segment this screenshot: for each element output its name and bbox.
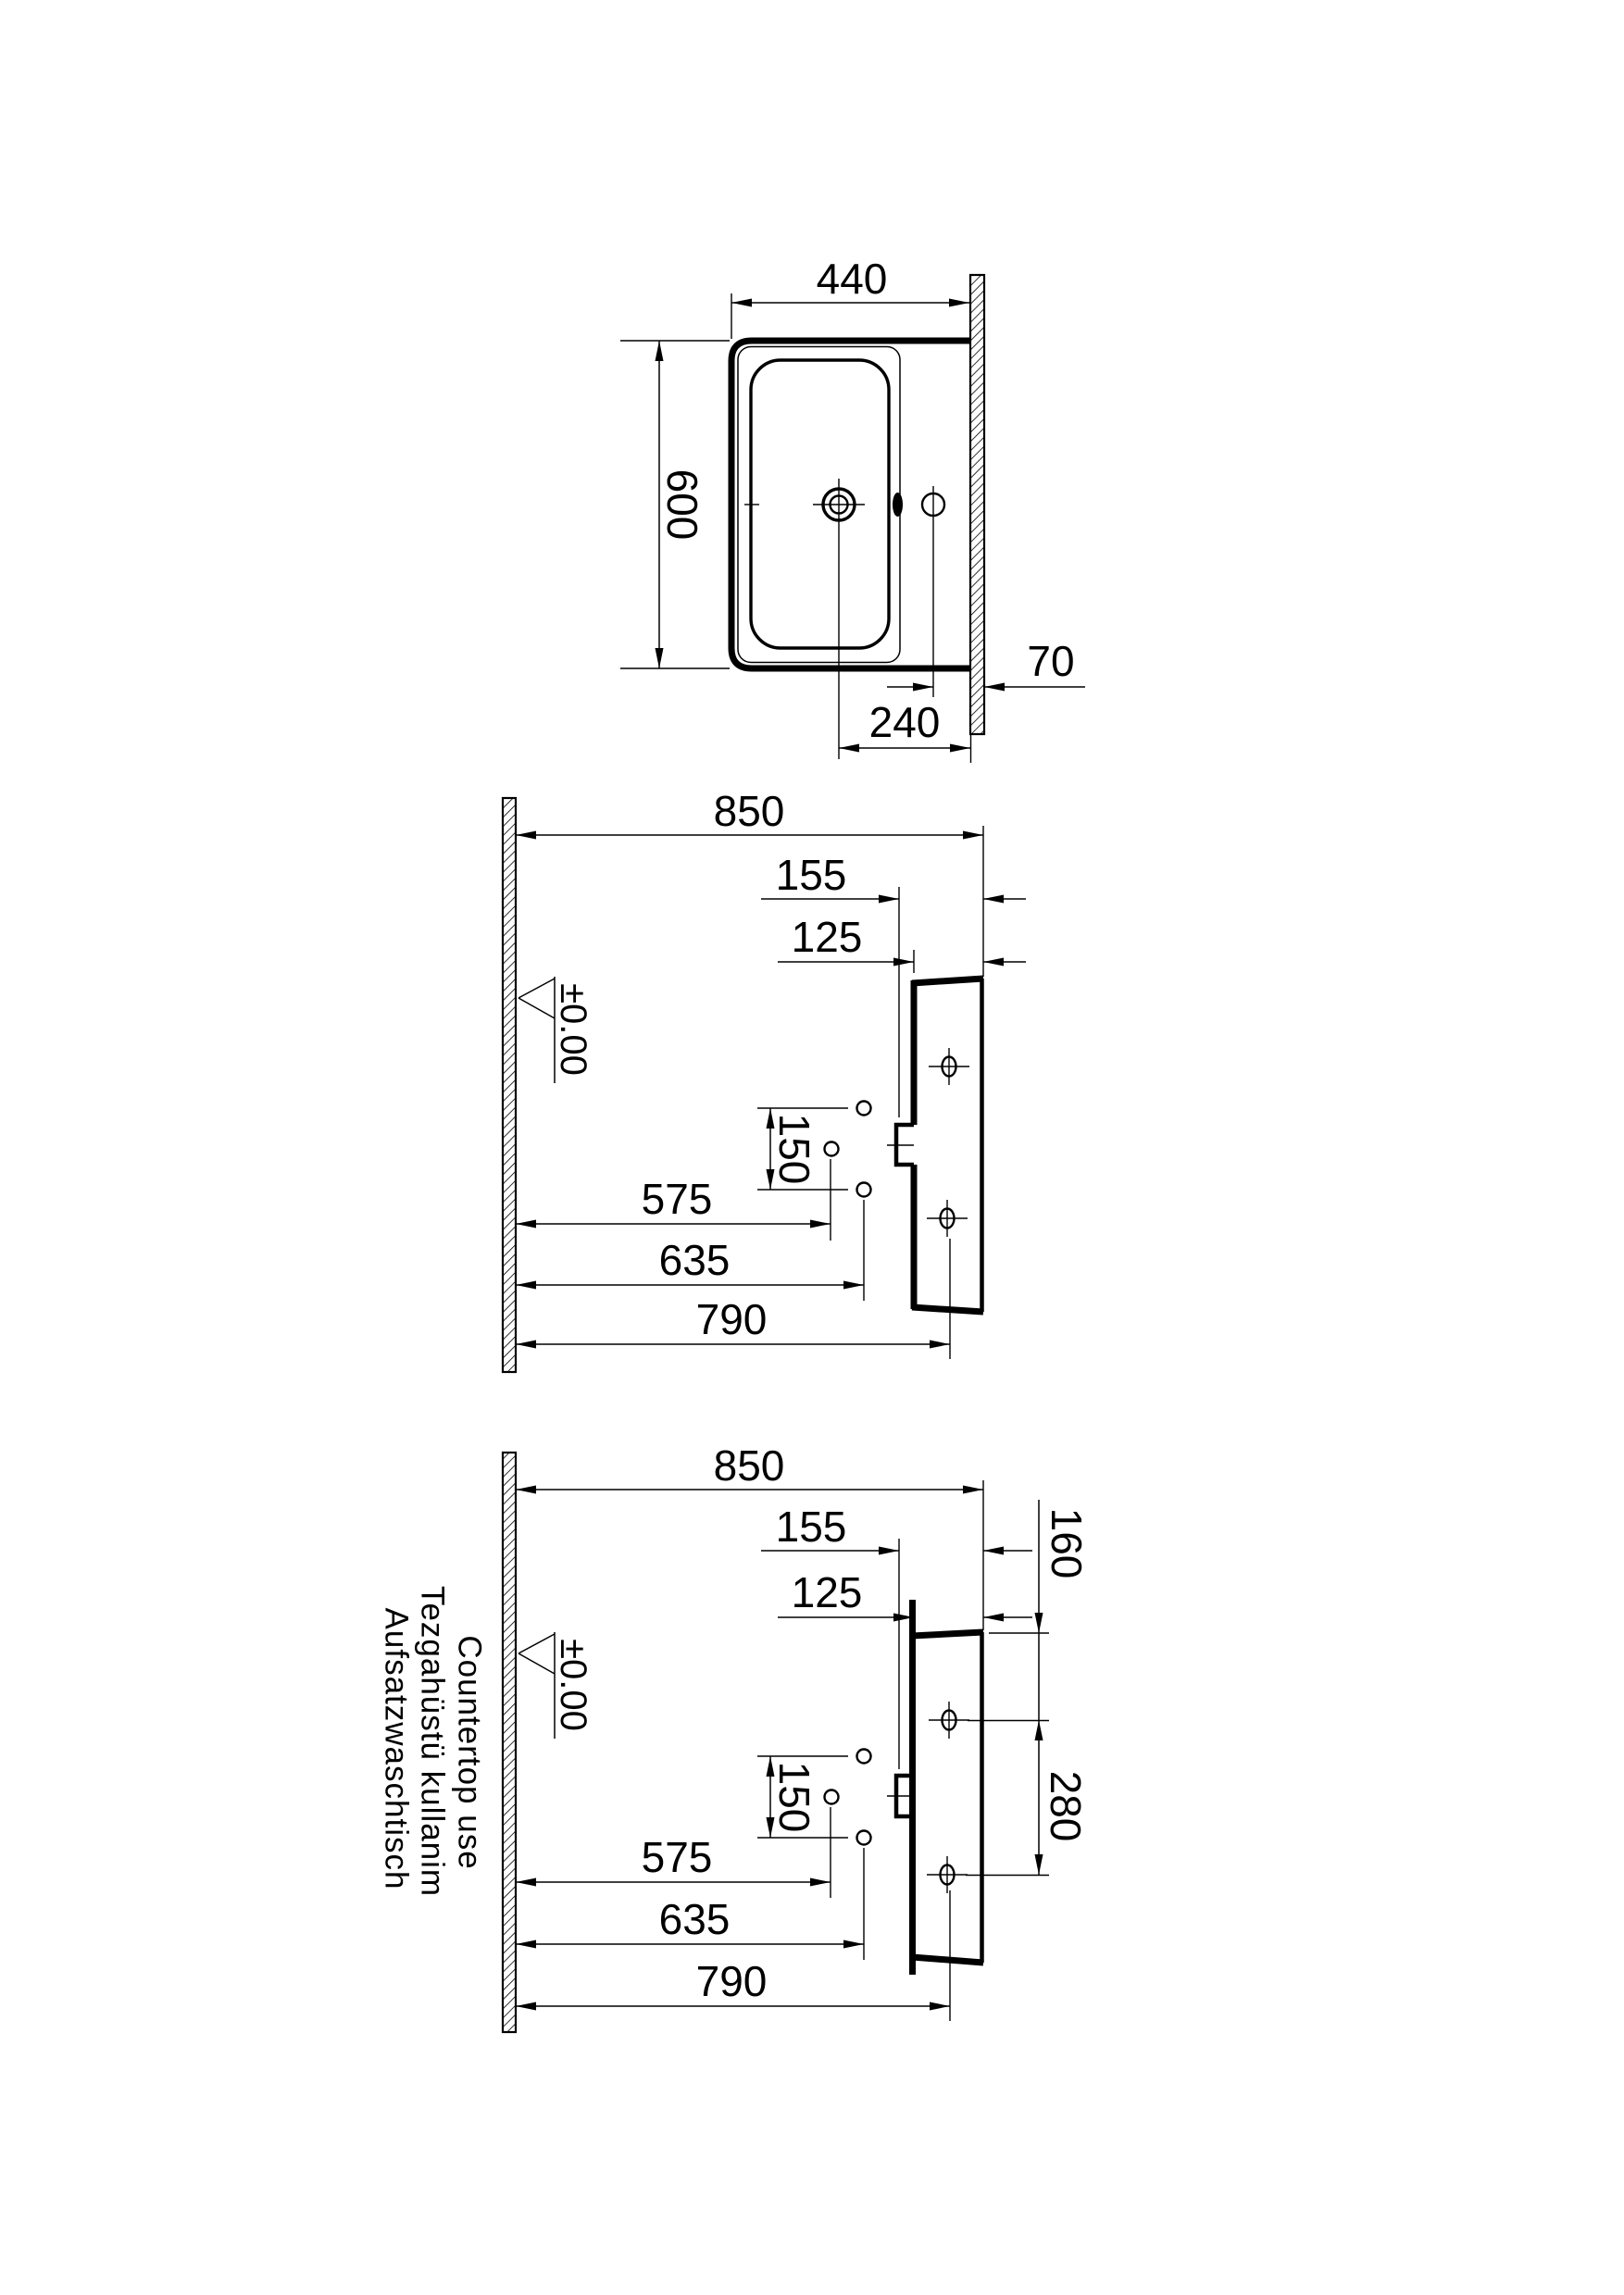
dim-280-label: 280 xyxy=(1042,1770,1090,1842)
floor-hatch xyxy=(503,1453,516,2032)
arrowhead xyxy=(983,1547,1004,1555)
profile-fixing-hole xyxy=(927,1856,1049,1893)
arrowhead xyxy=(516,1220,536,1229)
dim-125-label: 125 xyxy=(791,1568,863,1616)
profile-fixing-hole xyxy=(927,1200,968,1237)
arrowhead xyxy=(516,1878,536,1887)
dim-635-label: 635 xyxy=(658,1236,731,1284)
profile-fixing-hole xyxy=(929,1048,969,1085)
dim-575-label: 575 xyxy=(641,1175,713,1223)
dim-125-label: 125 xyxy=(791,913,863,961)
dim-440-label: 440 xyxy=(816,255,888,303)
arrowhead xyxy=(516,1940,536,1949)
dim-635-label: 635 xyxy=(658,1895,731,1943)
arrowhead xyxy=(516,831,536,840)
dim-160-label: 160 xyxy=(1043,1507,1091,1579)
arrowhead xyxy=(1035,1854,1043,1875)
dim-850-label: 850 xyxy=(713,1441,785,1490)
arrowhead xyxy=(516,1341,536,1349)
top-view-wall-hatch xyxy=(970,275,984,734)
top-view xyxy=(620,255,1085,763)
dim-850-label: 850 xyxy=(713,787,785,835)
profile-top-edge xyxy=(912,1632,983,1636)
arrowhead xyxy=(963,831,983,840)
arrowhead xyxy=(1035,1720,1043,1740)
mounting-hole xyxy=(825,1142,839,1156)
arrowhead xyxy=(930,2002,950,2011)
dim-155-label: 155 xyxy=(775,851,847,899)
arrowhead xyxy=(963,1486,983,1494)
arrowhead xyxy=(516,1281,536,1290)
floor-hatch xyxy=(503,798,516,1372)
profile-bottom-edge xyxy=(912,1307,983,1312)
arrowhead xyxy=(983,958,1004,967)
mounting-hole xyxy=(857,1102,871,1116)
arrowhead xyxy=(656,341,664,361)
datum-label: ±0.00 xyxy=(553,1639,593,1731)
countertop-view xyxy=(379,1441,1092,2032)
mounting-hole xyxy=(857,1831,871,1845)
dim-150-label: 150 xyxy=(770,1113,818,1185)
arrowhead xyxy=(839,744,859,753)
dim-600-label: 600 xyxy=(658,468,706,541)
arrowhead xyxy=(893,958,914,967)
datum-symbol xyxy=(518,977,555,1083)
dim-790-label: 790 xyxy=(695,1295,768,1343)
datum-symbol xyxy=(518,1632,555,1739)
caption-countertop-use: Countertop use xyxy=(451,1635,488,1870)
profile-top-edge xyxy=(912,979,983,983)
arrowhead xyxy=(983,1614,1004,1622)
dim-70-label: 70 xyxy=(1027,637,1075,685)
arrowhead xyxy=(731,299,752,307)
caption-aufsatz: Aufsatzwaschtisch xyxy=(378,1607,415,1890)
dim-790-label: 790 xyxy=(695,1957,768,2005)
dim-575-label: 575 xyxy=(641,1833,713,1881)
dim-150-label: 150 xyxy=(770,1761,818,1833)
profile-fixing-hole xyxy=(929,1702,1049,1739)
arrowhead xyxy=(913,683,933,692)
caption-tezgahustu: Tezgahüstü kullanim xyxy=(414,1585,451,1898)
arrowhead xyxy=(516,2002,536,2011)
profile-bottom-edge xyxy=(912,1957,983,1963)
arrowhead xyxy=(950,744,970,753)
arrowhead xyxy=(983,895,1004,904)
mounting-hole xyxy=(857,1183,871,1197)
arrowhead xyxy=(843,1940,864,1949)
arrowhead xyxy=(984,683,1005,692)
arrowhead xyxy=(879,895,899,904)
arrowhead xyxy=(516,1486,536,1494)
datum-label: ±0.00 xyxy=(553,983,593,1076)
arrowhead xyxy=(1035,1613,1043,1633)
arrowhead xyxy=(810,1878,831,1887)
arrowhead xyxy=(843,1281,864,1290)
arrowhead xyxy=(949,299,969,307)
arrowhead xyxy=(930,1341,950,1349)
arrowhead xyxy=(879,1547,899,1555)
wall-mounted-view xyxy=(503,787,1026,1372)
arrowhead xyxy=(810,1220,831,1229)
mounting-hole xyxy=(825,1790,839,1804)
arrowhead xyxy=(656,648,664,668)
dim-240-label: 240 xyxy=(868,698,941,746)
mounting-hole xyxy=(857,1750,871,1764)
dim-155-label: 155 xyxy=(775,1503,847,1551)
overflow-slot xyxy=(893,493,903,517)
